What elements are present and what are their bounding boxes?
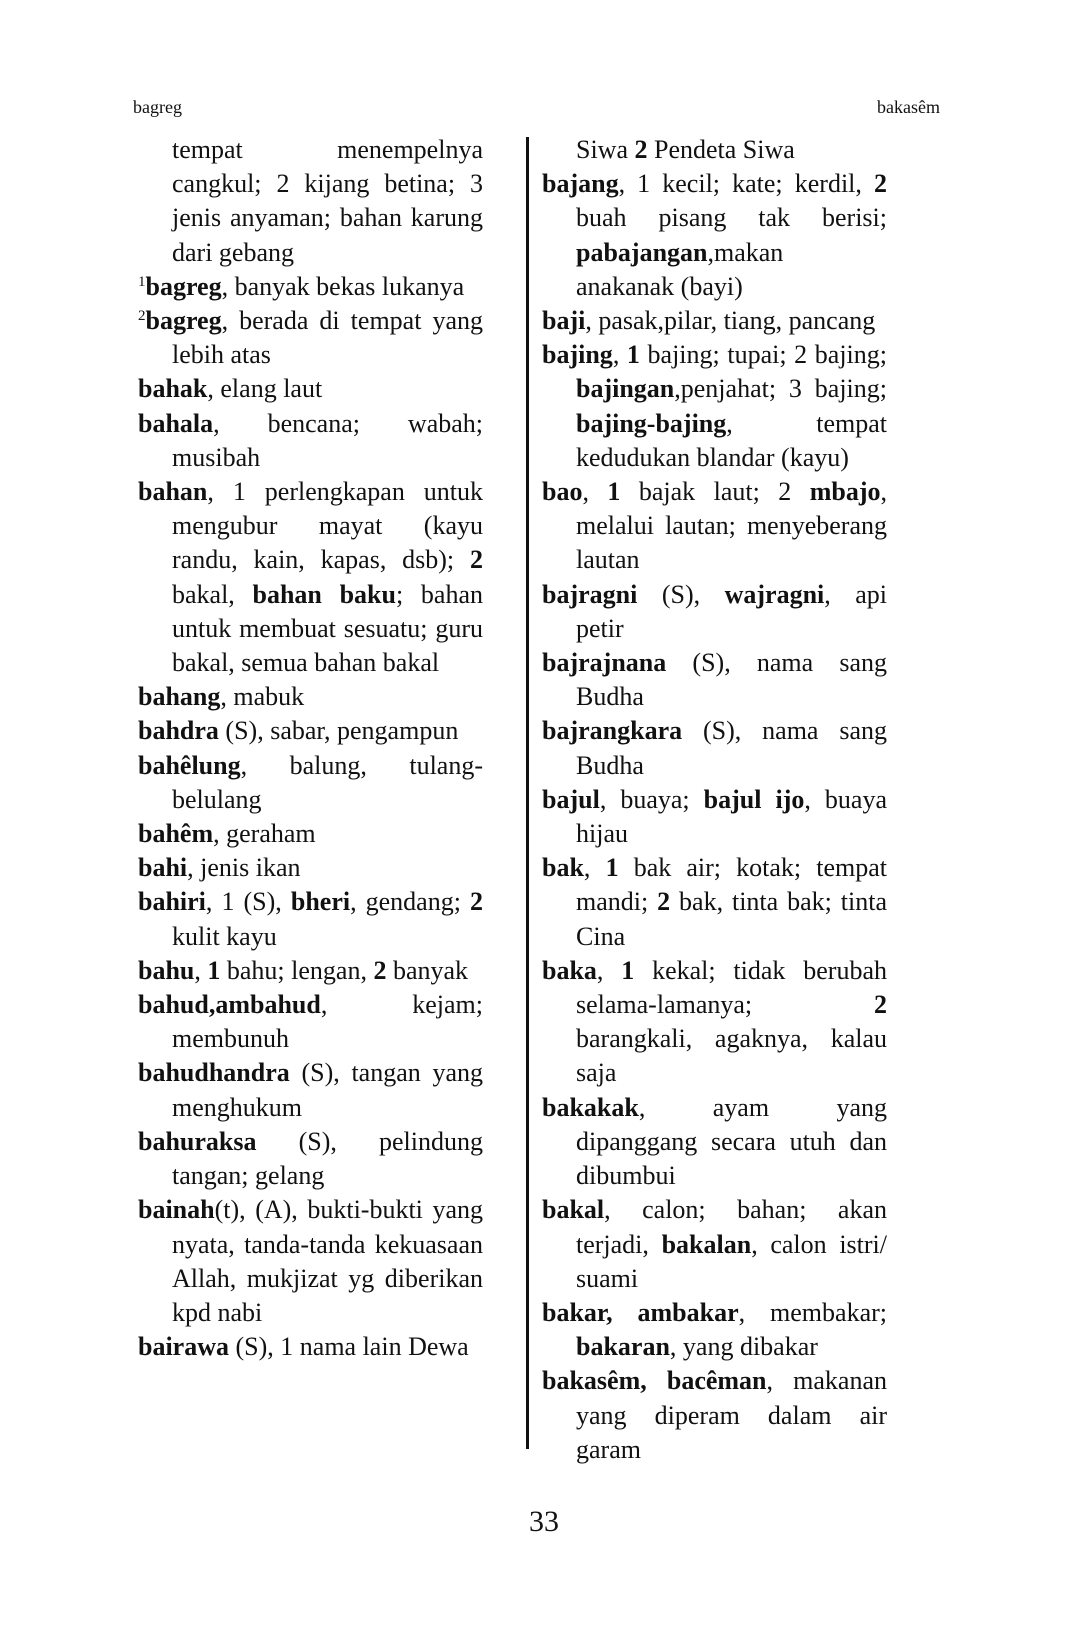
dictionary-entry [138,749,483,817]
dictionary-entry [542,1296,887,1364]
definition-text: , [583,853,606,883]
dictionary-entry [542,851,887,954]
headword: bahi [138,853,188,883]
headword: bajing-bajing [576,408,727,438]
dictionary-entry [138,680,483,714]
dictionary-entry [542,1193,887,1296]
dictionary-entry [138,407,483,475]
headword: bahud,ambahud [138,990,321,1020]
dictionary-entry [542,304,887,338]
dictionary-entry [138,304,483,372]
headword: bakal [542,1195,605,1225]
dictionary-entry [542,1091,887,1194]
definition-text: bakal, [172,579,253,609]
definition-text: Pendeta Siwa [647,135,795,164]
dictionary-entry [542,475,887,578]
definition-text: banyak [386,955,469,985]
headword: bahiri [138,887,206,917]
headword: bajrajnana [542,648,667,678]
headword: baji [542,306,586,336]
headword: bahêlung [138,750,241,780]
headword: 2 [373,955,387,985]
column-divider [526,137,529,1449]
definition-text: , [612,340,627,370]
headword: bajingan [576,374,675,404]
dictionary-entry [138,1056,483,1124]
definition-text: , mabuk [220,682,305,712]
dictionary-entry [542,646,887,714]
definition-text: , elang laut [207,374,323,404]
dictionary-entry [542,714,887,782]
headword: bairawa [138,1332,229,1362]
definition-text: ,penjahat; 3 bajing; [674,374,887,404]
headword: bahêm [138,819,214,849]
headword: 1 [605,853,619,883]
headword: bakaran [576,1332,670,1362]
dictionary-entry [542,578,887,646]
headword: 1 [207,955,221,985]
dictionary-entry [542,338,887,475]
headword: bahdra [138,716,219,746]
dictionary-entry [138,372,483,406]
definition-text: , balung, tulang-belulang [172,750,483,814]
headword: bahudhandra [138,1058,290,1088]
entry-continuation [542,133,887,167]
homonym-number: 2 [138,308,146,325]
definition-text: ,makan anakanak (bayi) [576,237,784,301]
definition-text: , pasak,pilar, tiang, pancang [585,306,876,336]
definition-text: (S), tangan yang menghukum [172,1058,483,1122]
headword: bajul [542,784,600,814]
headword: bahuraksa [138,1126,257,1156]
headword: bakalan [661,1229,752,1259]
definition-text: , bencana; wabah; musibah [172,408,483,472]
headword: bahak [138,374,208,404]
definition-text: , berada di tempat yang lebih atas [172,306,483,370]
definition-text: , calon istri/ suami [576,1229,887,1293]
headword: bahan baku [252,579,396,609]
definition-text: , makanan yang diperam dalam air garam [576,1366,887,1464]
headword: bagreg [145,306,222,336]
dictionary-entry [138,1330,483,1364]
definition-text: , yang dibakar [669,1332,818,1362]
definition-text: (S), nama sang Budha [576,648,887,712]
headword: 2 [874,990,887,1020]
dictionary-entry [138,714,483,748]
headword: 1 [607,477,621,507]
headword: bak [542,853,584,883]
definition-text: , tempat kedudukan blandar (kayu) [576,408,887,472]
dictionary-entry [138,954,483,988]
definition-text: bak, tinta bak; tinta Cina [576,887,887,951]
headword: bheri [290,887,351,917]
right-guide-word: bakasêm [877,97,940,117]
headword: bajrangkara [542,716,683,746]
headword: bahan [138,477,208,507]
definition-text: , melalui lautan; menyeberang lautan [576,477,888,575]
definition-text: kulit kayu [172,921,277,951]
definition-text: , ayam yang dipanggang secara utuh dan dibumbui [576,1092,887,1191]
definition-text: , gendang; [350,887,470,917]
headword: 2 [470,887,483,917]
headword: bao [542,477,583,507]
headword: pabajangan [576,237,708,267]
headword: bakar, ambakar [542,1297,739,1327]
dictionary-entry [138,817,483,851]
headword: bahu [138,955,195,985]
headword: bajul ijo [703,784,805,814]
definition-text: , 1 perlengkapan untuk mengubur mayat (kayu randu, kain, kapas, dsb); [172,477,483,575]
definition-text: (t), (A), bukti-bukti yang nyata, tanda-tanda kekuasaan Allah, mukjizat yg diberikan kpd nabi [172,1195,483,1327]
headword: bajang [542,169,619,199]
page-number: 33 [529,1505,559,1538]
definition-text: tempat menempelnya cangkul; 2 kijang betina; 3 jenis anyaman; bahan karung dari gebang [172,135,483,267]
headword: 2 [874,169,887,199]
definition-text: (S), 1 nama lain Dewa [229,1332,469,1362]
dictionary-entry [542,954,887,1091]
definition-text: , [582,477,608,507]
definition-text: kekal; tidak berubah selama-lamanya; [576,955,887,1020]
headword: bakasêm, bacêman [542,1366,767,1396]
headword: mbajo [809,477,881,507]
dictionary-entry [138,475,483,680]
dictionary-entry [138,851,483,885]
headword: 2 [634,135,648,164]
dictionary-entry [542,167,887,304]
definition-text: barangkali, agaknya, kalau saja [576,1024,887,1088]
definition-text: , [596,955,622,985]
dictionary-entry [138,1125,483,1193]
definition-text: , banyak bekas lukanya [221,271,465,301]
definition-text: , 1 (S), [205,887,291,917]
definition-text: bahu; lengan, [220,955,374,985]
definition-text: , 1 kecil; kate; kerdil, [618,169,874,199]
dictionary-entry [542,1364,887,1467]
definition-text: (S), pelindung tangan; gelang [172,1126,483,1191]
definition-text: , geraham [213,819,316,849]
homonym-number: 1 [138,273,146,290]
headword: bagreg [145,271,222,301]
definition-text: , membakar; [738,1297,887,1327]
dictionary-entry [138,988,483,1056]
headword: 1 [621,955,635,985]
dictionary-entry [138,885,483,953]
headword: 2 [657,887,671,917]
definition-text: (S), nama sang Budha [576,716,887,780]
dictionary-entry [138,1193,483,1330]
headword: 2 [470,545,483,575]
right-column [542,133,887,1467]
definition-text: bajing; tupai; 2 bajing; [639,340,887,370]
definition-text: , api petir [576,579,888,643]
definition-text: bajak laut; 2 [620,477,810,507]
definition-text: ; bahan untuk membuat sesuatu; guru bakal, semua bahan bakal [172,579,483,678]
left-guide-word: bagreg [133,97,182,117]
entry-continuation [138,133,483,270]
definition-text: Siwa [576,135,635,164]
headword: wajragni [724,579,825,609]
definition-text: buah pisang tak berisi; [576,203,887,233]
definition-text: , buaya hijau [576,784,887,849]
headword: bajing [542,340,613,370]
definition-text: , buaya; [599,784,704,814]
definition-text: , kejam; membunuh [172,990,483,1054]
headword: bainah [138,1195,215,1225]
headword: bahala [138,408,214,438]
left-column [138,133,483,1364]
definition-text: (S), sabar, pengampun [218,716,459,746]
definition-text: , jenis ikan [187,853,301,883]
headword: 1 [626,340,640,370]
definition-text: (S), [637,579,725,609]
dictionary-entry [138,270,483,304]
definition-text: , calon; bahan; akan terjadi, [576,1195,887,1259]
headword: bajragni [542,579,638,609]
headword: bakakak [542,1092,639,1122]
definition-text: bak air; kotak; tempat mandi; [576,853,887,917]
headword: baka [542,955,597,985]
definition-text: , [194,955,208,985]
dictionary-entry [542,783,887,851]
headword: bahang [138,682,221,712]
